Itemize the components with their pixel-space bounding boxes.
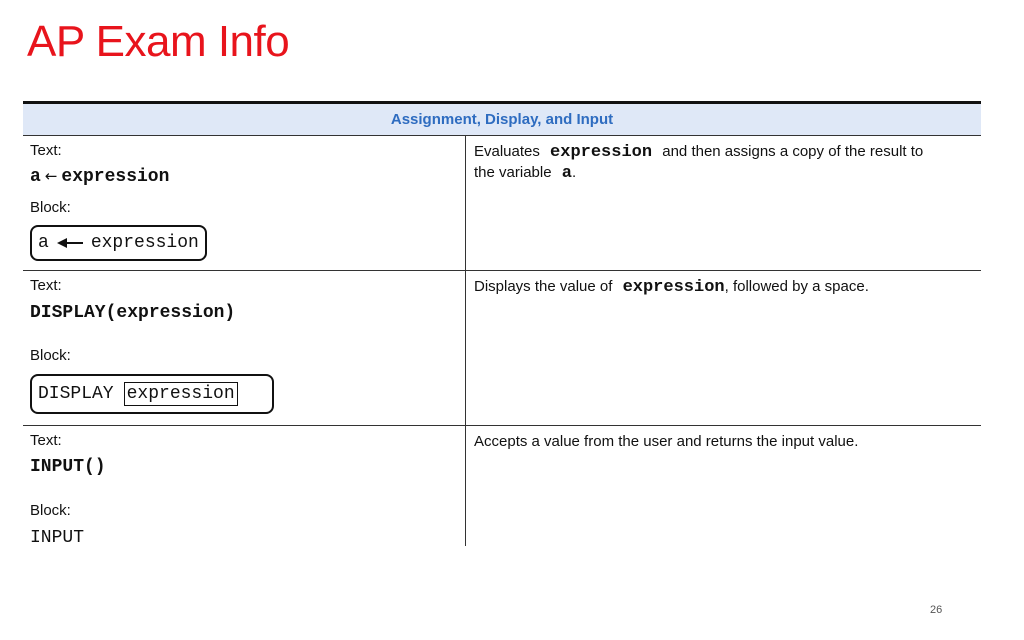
code-var: a xyxy=(30,167,41,187)
text-code: DISPLAY(expression) xyxy=(30,303,236,323)
description-cell: Displays the value of expression, followed by a space. xyxy=(474,278,869,297)
assignment-block xyxy=(30,225,207,261)
block-keyword: DISPLAY xyxy=(38,384,114,404)
table-row-assignment xyxy=(23,136,981,271)
text-label: Text: xyxy=(30,142,62,159)
block-label: Block: xyxy=(30,502,71,519)
desc-code: expression xyxy=(622,278,725,297)
block-argument: expression xyxy=(124,382,238,406)
syntax-cell xyxy=(23,426,466,546)
desc-code: expression xyxy=(550,143,653,162)
description-cell xyxy=(466,136,981,270)
block-var: a xyxy=(38,233,49,253)
table-row-input xyxy=(23,426,981,546)
input-block: INPUT xyxy=(30,528,85,548)
desc-code-var: a xyxy=(561,164,572,183)
text-label: Text: xyxy=(30,277,62,294)
block-label: Block: xyxy=(30,347,71,364)
text-label: Text: xyxy=(30,432,62,449)
code-expr: expression xyxy=(61,167,170,187)
table-row-display xyxy=(23,271,981,426)
block-expr: expression xyxy=(90,233,199,253)
text-code: INPUT() xyxy=(30,457,106,477)
block-label: Block: xyxy=(30,199,71,216)
syntax-cell xyxy=(23,136,466,270)
table-header: Assignment, Display, and Input xyxy=(23,104,981,136)
description-cell: Accepts a value from the user and returns the input value. xyxy=(474,433,859,450)
assign-arrow-icon xyxy=(57,237,83,249)
display-block xyxy=(30,374,274,414)
description-line-2: the variable a. xyxy=(474,164,577,183)
syntax-cell xyxy=(23,271,466,425)
reference-table xyxy=(23,101,981,546)
description-line-1: Evaluates expression and then assigns a copy of the result to xyxy=(474,143,924,162)
slide-title: AP Exam Info xyxy=(27,17,290,66)
assign-arrow-icon: ← xyxy=(44,167,58,185)
page-number: 26 xyxy=(930,604,943,616)
text-code xyxy=(30,163,465,190)
